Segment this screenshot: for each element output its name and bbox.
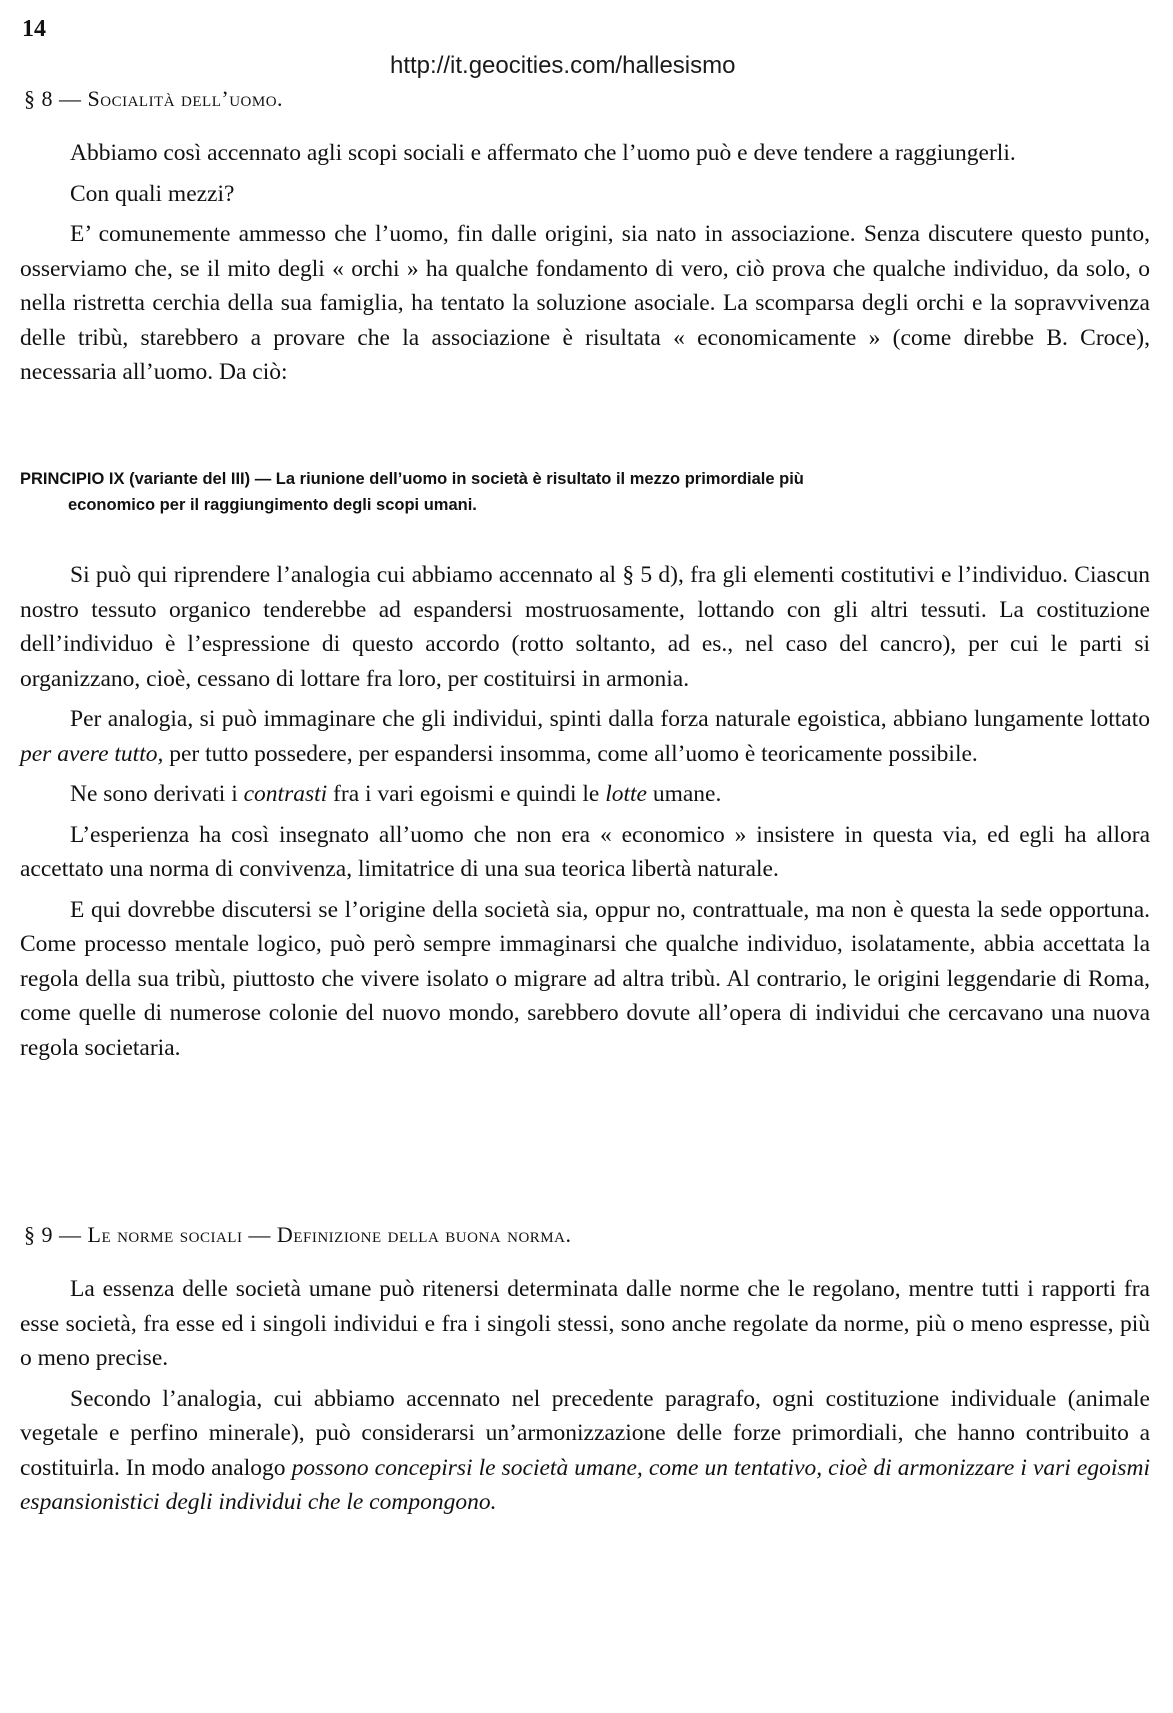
paragraph: E’ comunemente ammesso che l’uomo, fin dalle origini, sia nato in associazione. Senza discutere questo punto, osserviamo che, se il mito degli « orchi » ha qualche fondamento di vero, ciò prova che qualche individuo, da solo, o nella ristretta cerchia della sua famiglia, ha tentato la soluzione asociale. La scomparsa degli orchi e la sopravvivenza delle tribù, starebbero a provare che la associazione è risultata « economicamente » (come direbbe B. Croce), necessaria all’uomo. Da ciò: (20, 221, 1150, 385)
paragraph: La essenza delle società umane può ritenersi determinata dalle norme che le regolano, mentre tutti i rapporti fra esse società, fra esse ed i singoli individui e fra i singoli stessi, sono anche regolate da norme, più o meno espresse, più o meno precise. (20, 1276, 1150, 1371)
emphasis: contrasti (243, 781, 328, 807)
paragraph: L’esperienza ha così insegnato all’uomo che non era « economico » insistere in questa via, ed egli ha allora accettato una norma di convivenza, limitatrice di una sua teorica libertà naturale. (20, 821, 1150, 882)
section-9-heading: § 9 — Le norme sociali — Definizione della buona norma. (24, 1222, 572, 1247)
emphasis: per avere tutto, (20, 740, 164, 767)
section-8-intro (20, 136, 1150, 396)
paragraph: Con quali mezzi? (70, 180, 235, 207)
principle-line-2: economico per il raggiungimento degli scopi umani. (68, 496, 477, 514)
section-9-body (20, 1272, 1150, 1526)
paragraph: E qui dovrebbe discutersi se l’origine della società sia, oppur no, contrattuale, ma non è questa la sede opportuna. Come processo mentale logico, può però sempre immaginarsi che qualche individuo, isolatamente, abbia accettata la regola della sua tribù, piuttosto che vivere isolato o migrare ad altra tribù. Al contrario, le origini leggendarie di Roma, come quelle di numerose colonie del nuovo mondo, sarebbero dovute all’opera di individui che cercavano una nuova regola societaria. (20, 896, 1150, 1061)
section-8-heading: § 8 — Socialità dell’uomo. (24, 86, 284, 111)
header-url: http://it.geocities.com/hallesismo (390, 52, 736, 79)
page-number: 14 (22, 16, 46, 42)
emphasis: lotte (605, 781, 647, 807)
principle-ix (20, 466, 1150, 518)
paragraph: Secondo l’analogia, cui abbiamo accennato nel precedente paragrafo, ogni costituzione individuale (animale vegetale e perfino minerale), può considerarsi un’armonizzazione delle forze primordiali, che hanno contribuito a costituirla. In modo analogo possono concepirsi le società umane, come un tentativo, cioè di armonizzare i vari egoismi espansionistici degli individui che le compongono. (20, 1385, 1150, 1515)
paragraph: Per analogia, si può immaginare che gli individui, spinti dalla forza naturale egoistica, abbiano lungamente lottato per avere tutto, per tutto possedere, per espandersi insomma, come all’uomo è teoricamente possibile. (20, 706, 1150, 767)
emphasis: possono concepirsi le società umane, come un tentativo, cioè di armonizzare i vari egoismi espansionistici degli individui che le compongono. (20, 1454, 1150, 1515)
paragraph: Abbiamo così accennato agli scopi sociali e affermato che l’uomo può e deve tendere a raggiungerli. (70, 140, 1016, 166)
paragraph: Si può qui riprendere l’analogia cui abbiamo accennato al § 5 d), fra gli elementi costitutivi e l’individuo. Ciascun nostro tessuto organico tenderebbe ad espandersi mostruosamente, lottando con gli altri tessuti. La costituzione dell’individuo è l’espressione di questo accordo (rotto soltanto, ad es., nel caso del cancro), per cui le parti si organizzano, cioè, cessano di lottare fra loro, per costituirsi in armonia. (20, 562, 1150, 692)
paragraph: Ne sono derivati i contrasti fra i vari egoismi e quindi le lotte umane. (70, 781, 722, 807)
principle-line-1: PRINCIPIO IX (variante del III) — La riunione dell’uomo in società è risultato il mezzo primordiale più (20, 470, 804, 488)
section-8-body (20, 558, 1150, 1071)
